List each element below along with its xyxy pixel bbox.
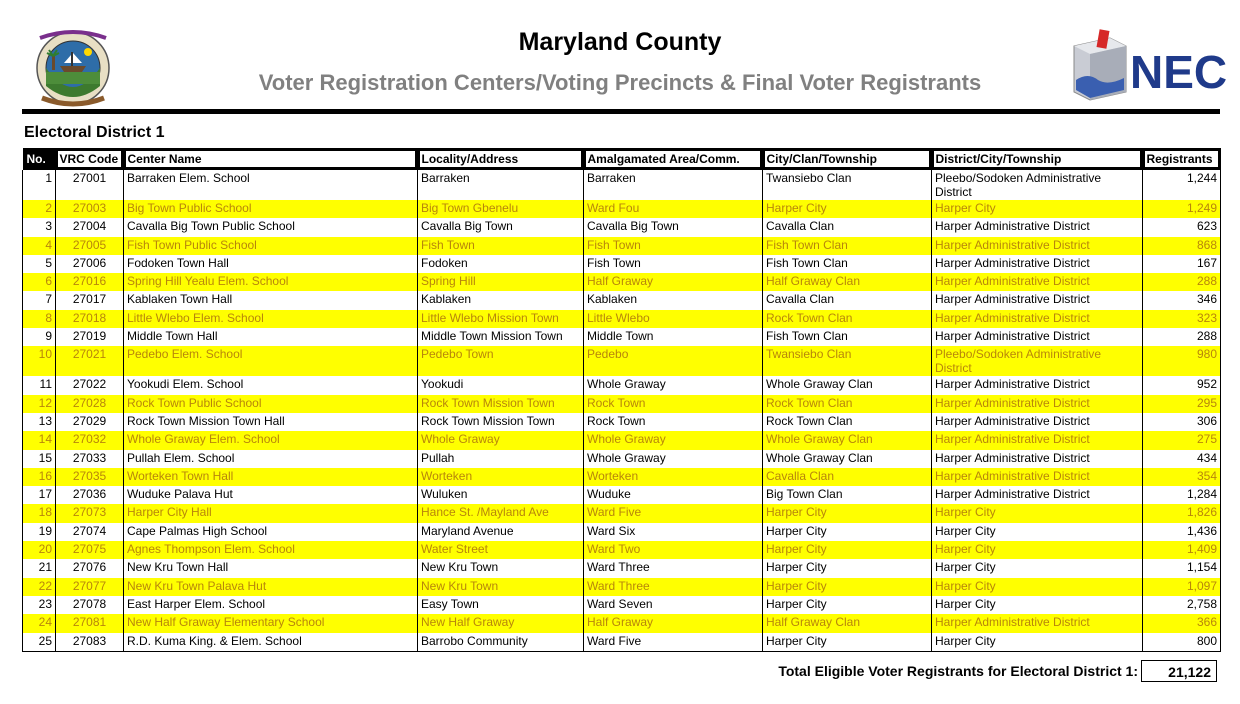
table-header bbox=[23, 148, 1221, 170]
col-header-vrc-code: VRC Code bbox=[58, 151, 121, 167]
cell-district: Harper Administrative District bbox=[932, 413, 1143, 431]
table-row bbox=[23, 170, 1221, 200]
table-row bbox=[23, 310, 1221, 328]
cell-clan: Half Graway Clan bbox=[763, 273, 932, 291]
cell-district: Harper Administrative District bbox=[932, 376, 1143, 394]
cell-clan: Big Town Clan bbox=[763, 486, 932, 504]
cell-no: 11 bbox=[23, 376, 56, 394]
cell-clan: Rock Town Clan bbox=[763, 395, 932, 413]
cell-clan: Rock Town Clan bbox=[763, 310, 932, 328]
cell-code: 27004 bbox=[56, 218, 124, 236]
cell-registrants: 1,436 bbox=[1143, 523, 1221, 541]
col-header-district: District/City/Township bbox=[934, 151, 1140, 167]
col-header-area: Amalgamated Area/Comm. bbox=[586, 151, 760, 167]
cell-area: Cavalla Big Town bbox=[584, 218, 763, 236]
cell-code: 27022 bbox=[56, 376, 124, 394]
cell-district: Harper Administrative District bbox=[932, 486, 1143, 504]
cell-district: Harper Administrative District bbox=[932, 273, 1143, 291]
cell-locality: Barrobo Community bbox=[418, 633, 584, 652]
cell-center: Whole Graway Elem. School bbox=[124, 431, 418, 449]
cell-area: Wuduke bbox=[584, 486, 763, 504]
cell-center: Agnes Thompson Elem. School bbox=[124, 541, 418, 559]
cell-center: Worteken Town Hall bbox=[124, 468, 418, 486]
cell-registrants: 623 bbox=[1143, 218, 1221, 236]
cell-no: 25 bbox=[23, 633, 56, 652]
cell-registrants: 354 bbox=[1143, 468, 1221, 486]
table-row bbox=[23, 468, 1221, 486]
cell-no: 4 bbox=[23, 237, 56, 255]
cell-district: Harper Administrative District bbox=[932, 395, 1143, 413]
table-row bbox=[23, 596, 1221, 614]
cell-code: 27016 bbox=[56, 273, 124, 291]
registration-table bbox=[22, 148, 1221, 652]
cell-no: 12 bbox=[23, 395, 56, 413]
cell-area: Half Graway bbox=[584, 273, 763, 291]
table-row bbox=[23, 450, 1221, 468]
cell-no: 8 bbox=[23, 310, 56, 328]
table-row bbox=[23, 395, 1221, 413]
cell-no: 9 bbox=[23, 328, 56, 346]
cell-clan: Whole Graway Clan bbox=[763, 450, 932, 468]
cell-registrants: 295 bbox=[1143, 395, 1221, 413]
cell-locality: Barraken bbox=[418, 170, 584, 200]
cell-code: 27083 bbox=[56, 633, 124, 652]
cell-locality: Kablaken bbox=[418, 291, 584, 309]
cell-no: 13 bbox=[23, 413, 56, 431]
cell-center: Kablaken Town Hall bbox=[124, 291, 418, 309]
cell-area: Half Graway bbox=[584, 614, 763, 632]
cell-code: 27032 bbox=[56, 431, 124, 449]
cell-center: East Harper Elem. School bbox=[124, 596, 418, 614]
table-row bbox=[23, 328, 1221, 346]
cell-registrants: 288 bbox=[1143, 328, 1221, 346]
cell-registrants: 366 bbox=[1143, 614, 1221, 632]
table-row bbox=[23, 200, 1221, 218]
cell-area: Ward Five bbox=[584, 633, 763, 652]
cell-code: 27073 bbox=[56, 504, 124, 522]
col-header-clan: City/Clan/Township bbox=[765, 151, 929, 167]
cell-district: Harper Administrative District bbox=[932, 310, 1143, 328]
cell-code: 27081 bbox=[56, 614, 124, 632]
cell-code: 27075 bbox=[56, 541, 124, 559]
cell-district: Harper Administrative District bbox=[932, 468, 1143, 486]
cell-registrants: 1,409 bbox=[1143, 541, 1221, 559]
cell-no: 3 bbox=[23, 218, 56, 236]
cell-code: 27033 bbox=[56, 450, 124, 468]
cell-locality: Whole Graway bbox=[418, 431, 584, 449]
cell-registrants: 800 bbox=[1143, 633, 1221, 652]
cell-district: Pleebo/Sodoken Administrative District bbox=[932, 346, 1143, 376]
cell-locality: Fish Town bbox=[418, 237, 584, 255]
cell-clan: Fish Town Clan bbox=[763, 328, 932, 346]
cell-registrants: 1,154 bbox=[1143, 559, 1221, 577]
cell-center: Pullah Elem. School bbox=[124, 450, 418, 468]
cell-registrants: 323 bbox=[1143, 310, 1221, 328]
table-row bbox=[23, 431, 1221, 449]
cell-clan: Fish Town Clan bbox=[763, 255, 932, 273]
cell-code: 27019 bbox=[56, 328, 124, 346]
page-title: Maryland County bbox=[518, 28, 722, 56]
cell-center: Pedebo Elem. School bbox=[124, 346, 418, 376]
cell-code: 27003 bbox=[56, 200, 124, 218]
table-row bbox=[23, 578, 1221, 596]
cell-center: R.D. Kuma King. & Elem. School bbox=[124, 633, 418, 652]
cell-locality: Easy Town bbox=[418, 596, 584, 614]
cell-center: Cavalla Big Town Public School bbox=[124, 218, 418, 236]
cell-code: 27036 bbox=[56, 486, 124, 504]
table-row bbox=[23, 614, 1221, 632]
cell-district: Harper Administrative District bbox=[932, 431, 1143, 449]
cell-center: Yookudi Elem. School bbox=[124, 376, 418, 394]
cell-clan: Harper City bbox=[763, 596, 932, 614]
col-header-no: No. bbox=[26, 152, 46, 166]
cell-clan: Twansiebo Clan bbox=[763, 170, 932, 200]
cell-district: Harper Administrative District bbox=[932, 450, 1143, 468]
cell-clan: Harper City bbox=[763, 578, 932, 596]
cell-center: Middle Town Hall bbox=[124, 328, 418, 346]
cell-area: Whole Graway bbox=[584, 376, 763, 394]
cell-no: 15 bbox=[23, 450, 56, 468]
cell-clan: Twansiebo Clan bbox=[763, 346, 932, 376]
table-row bbox=[23, 218, 1221, 236]
cell-no: 18 bbox=[23, 504, 56, 522]
cell-district: Harper City bbox=[932, 523, 1143, 541]
cell-district: Harper Administrative District bbox=[932, 291, 1143, 309]
cell-registrants: 2,758 bbox=[1143, 596, 1221, 614]
cell-clan: Whole Graway Clan bbox=[763, 376, 932, 394]
cell-area: Rock Town bbox=[584, 395, 763, 413]
cell-code: 27005 bbox=[56, 237, 124, 255]
cell-locality: Rock Town Mission Town bbox=[418, 413, 584, 431]
cell-locality: Worteken bbox=[418, 468, 584, 486]
cell-no: 2 bbox=[23, 200, 56, 218]
cell-area: Ward Three bbox=[584, 578, 763, 596]
cell-district: Harper City bbox=[932, 504, 1143, 522]
cell-code: 27076 bbox=[56, 559, 124, 577]
cell-no: 24 bbox=[23, 614, 56, 632]
cell-locality: Rock Town Mission Town bbox=[418, 395, 584, 413]
cell-code: 27029 bbox=[56, 413, 124, 431]
cell-code: 27001 bbox=[56, 170, 124, 200]
cell-district: Harper City bbox=[932, 541, 1143, 559]
table-row bbox=[23, 541, 1221, 559]
cell-center: Cape Palmas High School bbox=[124, 523, 418, 541]
cell-registrants: 1,097 bbox=[1143, 578, 1221, 596]
table-row bbox=[23, 559, 1221, 577]
cell-clan: Harper City bbox=[763, 633, 932, 652]
col-header-center-name: Center Name bbox=[126, 151, 415, 167]
cell-registrants: 980 bbox=[1143, 346, 1221, 376]
cell-area: Ward Two bbox=[584, 541, 763, 559]
cell-district: Harper Administrative District bbox=[932, 614, 1143, 632]
cell-district: Harper City bbox=[932, 596, 1143, 614]
table-row bbox=[23, 413, 1221, 431]
cell-locality: Wuluken bbox=[418, 486, 584, 504]
cell-center: Barraken Elem. School bbox=[124, 170, 418, 200]
cell-registrants: 868 bbox=[1143, 237, 1221, 255]
cell-area: Whole Graway bbox=[584, 431, 763, 449]
cell-clan: Harper City bbox=[763, 541, 932, 559]
cell-area: Ward Seven bbox=[584, 596, 763, 614]
cell-center: Rock Town Public School bbox=[124, 395, 418, 413]
total-label: Total Eligible Voter Registrants for Electoral District 1: bbox=[778, 663, 1138, 679]
cell-center: New Kru Town Palava Hut bbox=[124, 578, 418, 596]
cell-locality: Spring Hill bbox=[418, 273, 584, 291]
cell-no: 17 bbox=[23, 486, 56, 504]
cell-locality: New Kru Town bbox=[418, 578, 584, 596]
cell-registrants: 1,826 bbox=[1143, 504, 1221, 522]
cell-code: 27006 bbox=[56, 255, 124, 273]
cell-clan: Harper City bbox=[763, 504, 932, 522]
table-row bbox=[23, 255, 1221, 273]
cell-area: Middle Town bbox=[584, 328, 763, 346]
cell-clan: Harper City bbox=[763, 559, 932, 577]
cell-code: 27028 bbox=[56, 395, 124, 413]
cell-area: Whole Graway bbox=[584, 450, 763, 468]
cell-area: Fish Town bbox=[584, 237, 763, 255]
cell-clan: Half Graway Clan bbox=[763, 614, 932, 632]
cell-no: 19 bbox=[23, 523, 56, 541]
cell-area: Worteken bbox=[584, 468, 763, 486]
cell-locality: Water Street bbox=[418, 541, 584, 559]
table-row bbox=[23, 376, 1221, 394]
cell-center: Rock Town Mission Town Hall bbox=[124, 413, 418, 431]
cell-area: Rock Town bbox=[584, 413, 763, 431]
cell-center: Fodoken Town Hall bbox=[124, 255, 418, 273]
cell-area: Barraken bbox=[584, 170, 763, 200]
col-header-registrants: Registrants bbox=[1145, 151, 1218, 167]
cell-district: Harper City bbox=[932, 200, 1143, 218]
table-row bbox=[23, 237, 1221, 255]
cell-locality: New Half Graway bbox=[418, 614, 584, 632]
cell-district: Pleebo/Sodoken Administrative District bbox=[932, 170, 1143, 200]
cell-locality: Hance St. /Mayland Ave bbox=[418, 504, 584, 522]
table-row bbox=[23, 633, 1221, 652]
cell-center: Big Town Public School bbox=[124, 200, 418, 218]
cell-locality: Little Wlebo Mission Town bbox=[418, 310, 584, 328]
cell-area: Fish Town bbox=[584, 255, 763, 273]
cell-no: 23 bbox=[23, 596, 56, 614]
cell-center: Fish Town Public School bbox=[124, 237, 418, 255]
cell-code: 27074 bbox=[56, 523, 124, 541]
cell-locality: Big Town Gbenelu bbox=[418, 200, 584, 218]
cell-code: 27018 bbox=[56, 310, 124, 328]
total-value-box bbox=[1141, 660, 1217, 682]
cell-center: Harper City Hall bbox=[124, 504, 418, 522]
cell-clan: Cavalla Clan bbox=[763, 291, 932, 309]
cell-registrants: 167 bbox=[1143, 255, 1221, 273]
cell-clan: Cavalla Clan bbox=[763, 468, 932, 486]
table-row bbox=[23, 291, 1221, 309]
cell-code: 27035 bbox=[56, 468, 124, 486]
cell-center: Wuduke Palava Hut bbox=[124, 486, 418, 504]
cell-clan: Cavalla Clan bbox=[763, 218, 932, 236]
district-heading: Electoral District 1 bbox=[24, 124, 165, 141]
header-divider bbox=[22, 109, 1220, 114]
cell-no: 14 bbox=[23, 431, 56, 449]
cell-registrants: 1,284 bbox=[1143, 486, 1221, 504]
cell-district: Harper City bbox=[932, 633, 1143, 652]
cell-district: Harper Administrative District bbox=[932, 237, 1143, 255]
cell-no: 1 bbox=[23, 170, 56, 200]
cell-code: 27017 bbox=[56, 291, 124, 309]
cell-locality: Fodoken bbox=[418, 255, 584, 273]
cell-clan: Harper City bbox=[763, 200, 932, 218]
cell-clan: Whole Graway Clan bbox=[763, 431, 932, 449]
col-header-locality: Locality/Address bbox=[420, 151, 581, 167]
cell-area: Ward Fou bbox=[584, 200, 763, 218]
table-row bbox=[23, 486, 1221, 504]
cell-locality: Pedebo Town bbox=[418, 346, 584, 376]
cell-district: Harper Administrative District bbox=[932, 218, 1143, 236]
cell-area: Little Wlebo bbox=[584, 310, 763, 328]
nec-logo bbox=[1068, 28, 1228, 104]
page-subtitle: Voter Registration Centers/Voting Precincts & Final Voter Registrants bbox=[258, 70, 982, 95]
cell-registrants: 1,244 bbox=[1143, 170, 1221, 200]
cell-locality: Pullah bbox=[418, 450, 584, 468]
cell-locality: Yookudi bbox=[418, 376, 584, 394]
cell-no: 16 bbox=[23, 468, 56, 486]
table-row bbox=[23, 523, 1221, 541]
table-row bbox=[23, 504, 1221, 522]
cell-no: 10 bbox=[23, 346, 56, 376]
cell-district: Harper Administrative District bbox=[932, 328, 1143, 346]
cell-registrants: 434 bbox=[1143, 450, 1221, 468]
cell-district: Harper City bbox=[932, 578, 1143, 596]
cell-no: 7 bbox=[23, 291, 56, 309]
cell-center: Little Wlebo Elem. School bbox=[124, 310, 418, 328]
cell-code: 27077 bbox=[56, 578, 124, 596]
cell-no: 5 bbox=[23, 255, 56, 273]
cell-registrants: 288 bbox=[1143, 273, 1221, 291]
table-row bbox=[23, 273, 1221, 291]
cell-center: New Kru Town Hall bbox=[124, 559, 418, 577]
cell-clan: Harper City bbox=[763, 523, 932, 541]
cell-registrants: 275 bbox=[1143, 431, 1221, 449]
cell-registrants: 306 bbox=[1143, 413, 1221, 431]
cell-area: Pedebo bbox=[584, 346, 763, 376]
total-value: 21,122 bbox=[1168, 664, 1211, 680]
cell-code: 27078 bbox=[56, 596, 124, 614]
cell-code: 27021 bbox=[56, 346, 124, 376]
cell-no: 21 bbox=[23, 559, 56, 577]
cell-district: Harper City bbox=[932, 559, 1143, 577]
cell-no: 20 bbox=[23, 541, 56, 559]
cell-registrants: 952 bbox=[1143, 376, 1221, 394]
cell-district: Harper Administrative District bbox=[932, 255, 1143, 273]
cell-area: Ward Six bbox=[584, 523, 763, 541]
cell-clan: Fish Town Clan bbox=[763, 237, 932, 255]
cell-no: 6 bbox=[23, 273, 56, 291]
cell-locality: New Kru Town bbox=[418, 559, 584, 577]
cell-center: New Half Graway Elementary School bbox=[124, 614, 418, 632]
cell-registrants: 346 bbox=[1143, 291, 1221, 309]
cell-area: Ward Three bbox=[584, 559, 763, 577]
cell-area: Ward Five bbox=[584, 504, 763, 522]
cell-locality: Cavalla Big Town bbox=[418, 218, 584, 236]
cell-area: Kablaken bbox=[584, 291, 763, 309]
table-row bbox=[23, 346, 1221, 376]
cell-registrants: 1,249 bbox=[1143, 200, 1221, 218]
cell-center: Spring Hill Yealu Elem. School bbox=[124, 273, 418, 291]
cell-clan: Rock Town Clan bbox=[763, 413, 932, 431]
nec-logo-text: NEC bbox=[1130, 46, 1228, 98]
cell-locality: Middle Town Mission Town bbox=[418, 328, 584, 346]
cell-no: 22 bbox=[23, 578, 56, 596]
cell-locality: Maryland Avenue bbox=[418, 523, 584, 541]
